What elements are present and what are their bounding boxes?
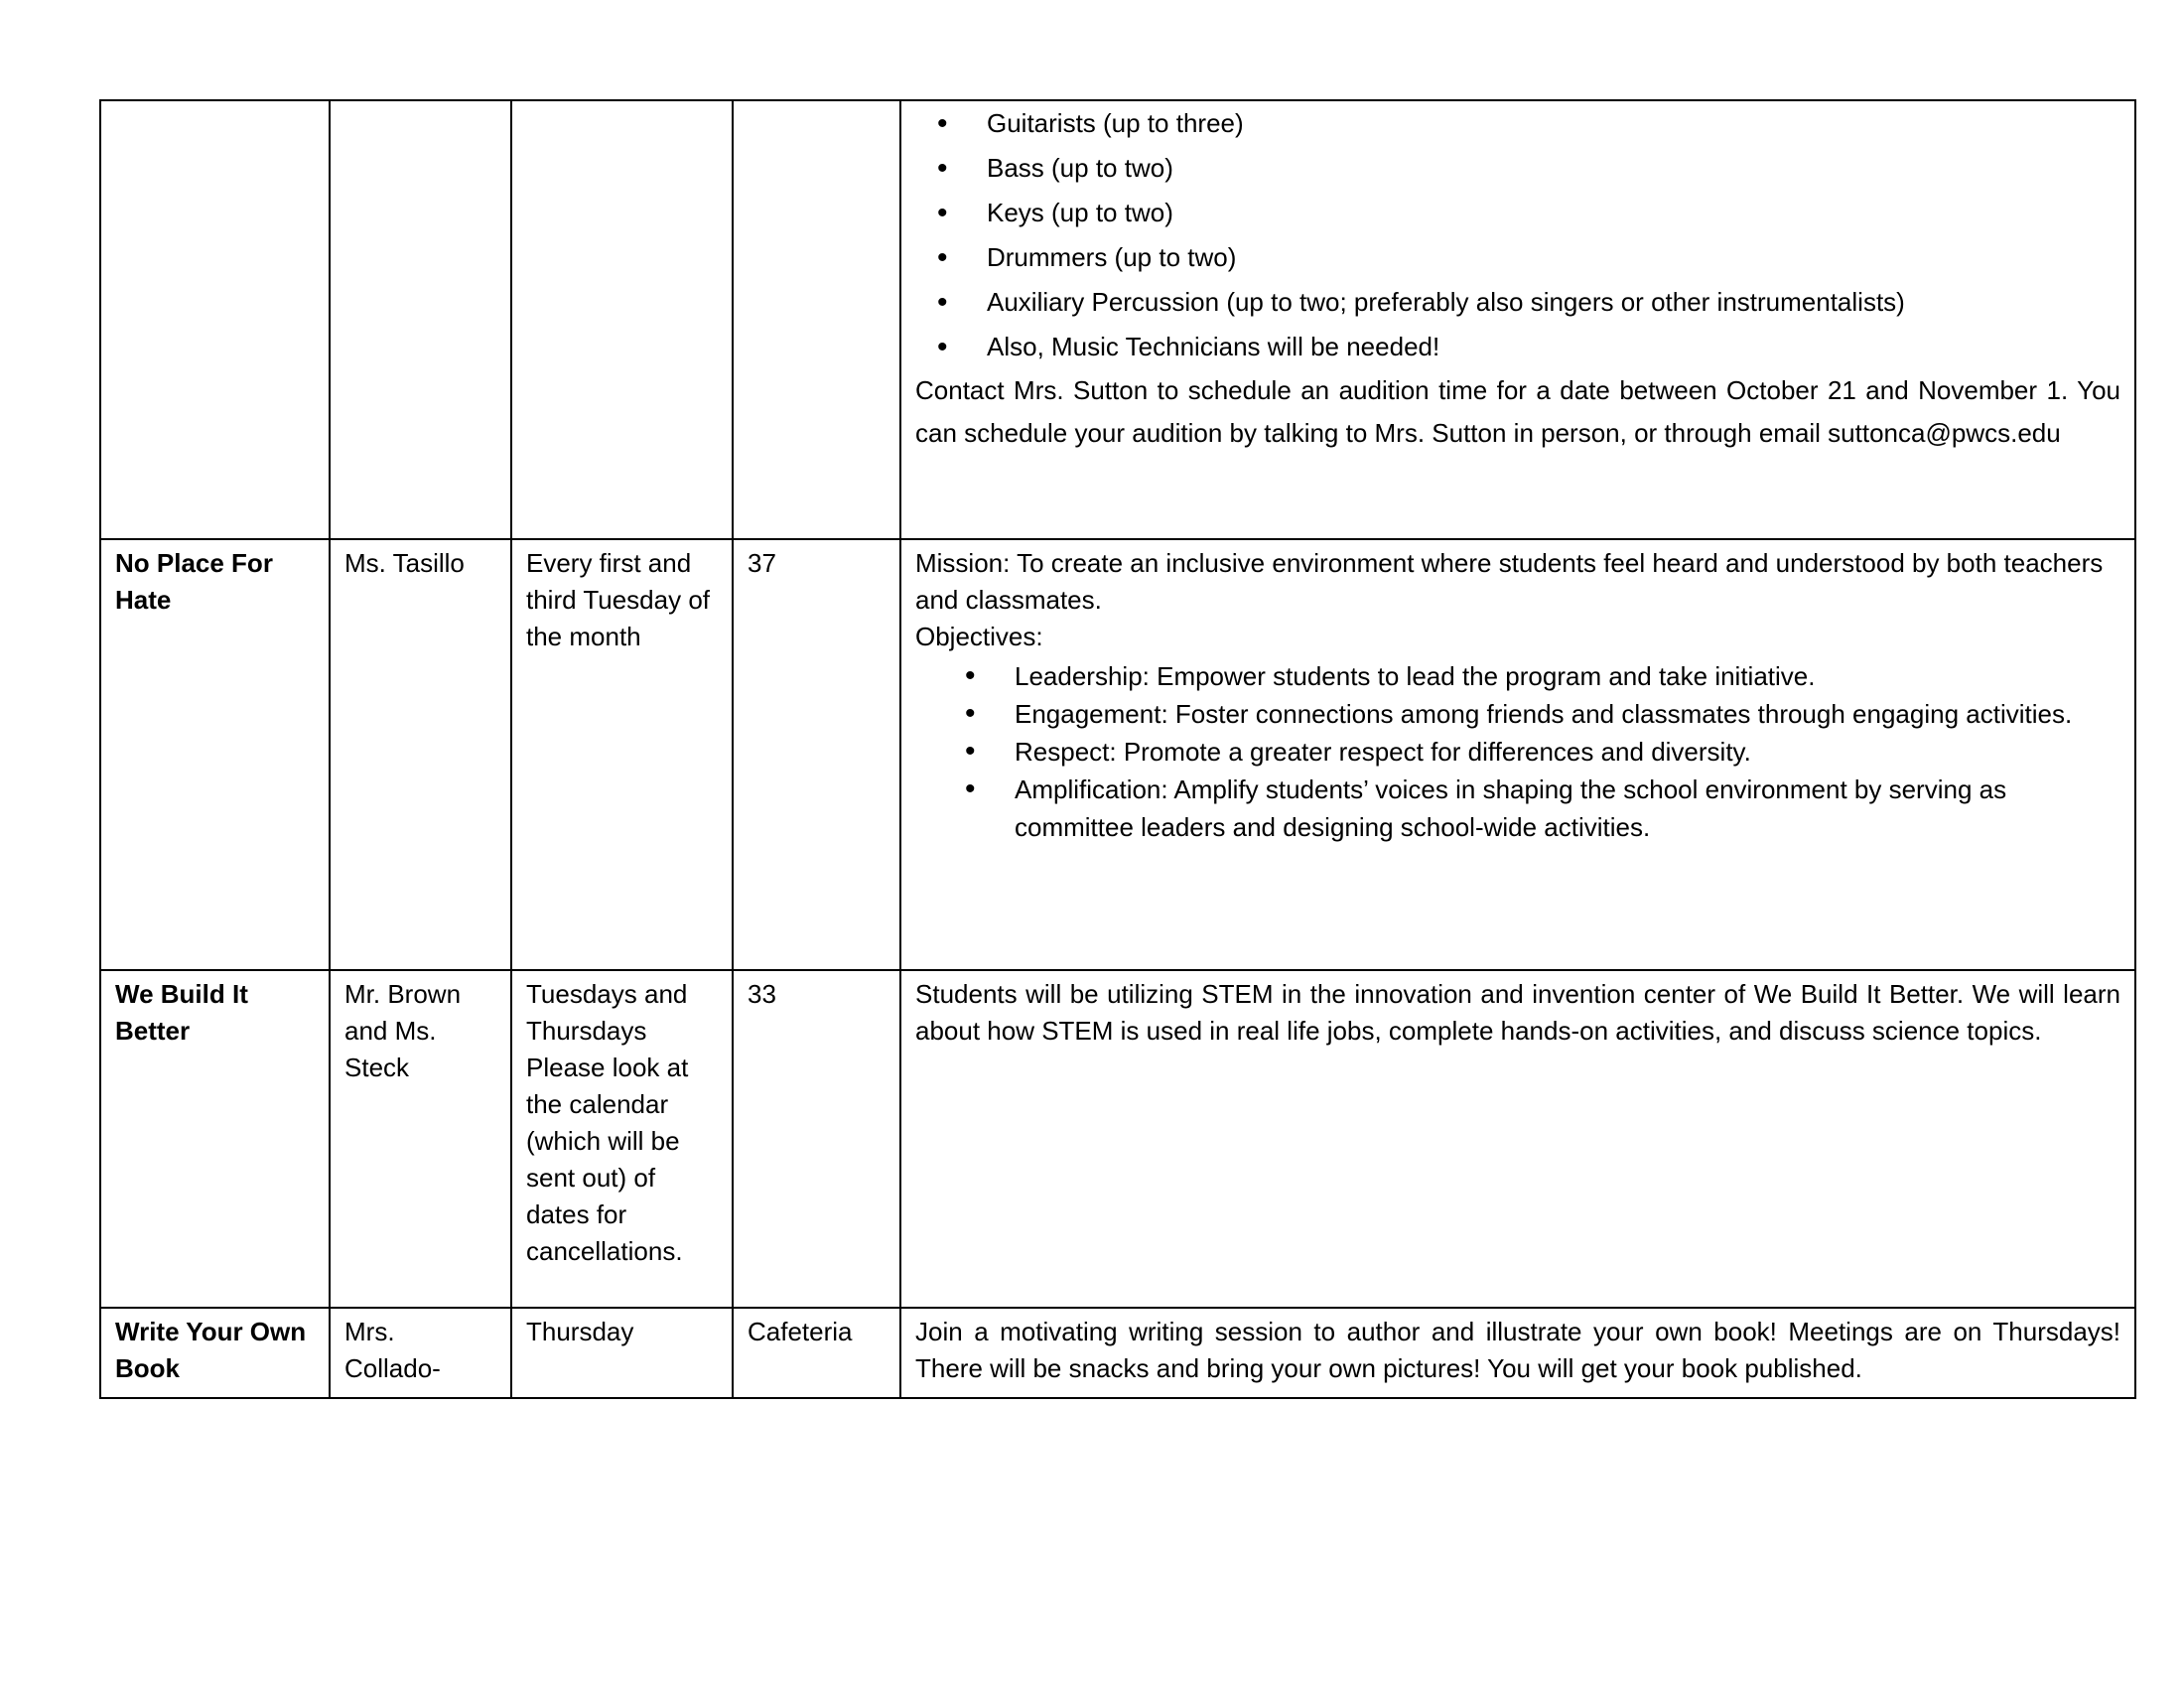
objectives-label: Objectives: xyxy=(915,622,1043,651)
list-item: • Auxiliary Percussion (up to two; preferably also singers or other instrumentalists) xyxy=(915,280,2120,325)
list-item: • Engagement: Foster connections among friends and classmates through engaging activities. xyxy=(915,695,2120,733)
sponsor-cell: Mr. Brown and Ms. Steck xyxy=(330,970,511,1308)
description-cell xyxy=(900,970,2135,1308)
table-row-music-continued xyxy=(100,100,2135,539)
meeting-time-cell xyxy=(511,970,733,1308)
sponsor-cell xyxy=(330,100,511,539)
mission-text: Mission: To create an inclusive environment where students feel heard and understood by both teachers and classmates. xyxy=(915,548,2104,615)
room-cell: 33 xyxy=(733,970,900,1308)
objectives-list xyxy=(915,657,2120,846)
sponsor-cell: Mrs. Collado- xyxy=(330,1308,511,1398)
meeting-time-text: Tuesdays and Thursdays xyxy=(526,979,688,1046)
list-item: • Guitarists (up to three) xyxy=(915,101,2120,146)
list-item: • Drummers (up to two) xyxy=(915,235,2120,280)
meeting-time-cell: Thursday xyxy=(511,1308,733,1398)
list-item: • Bass (up to two) xyxy=(915,146,2120,191)
list-item: • Amplification: Amplify students’ voices in shaping the school environment by serving as committee leaders and designing school-wide activities. xyxy=(915,771,2120,846)
list-item: • Leadership: Empower students to lead the program and take initiative. xyxy=(915,657,2120,695)
clubs-table xyxy=(99,99,2136,1399)
club-name-cell xyxy=(100,100,330,539)
sponsor-cell: Ms. Tasillo xyxy=(330,539,511,970)
description-cell xyxy=(900,539,2135,970)
meeting-time-cell: Every first and third Tuesday of the month xyxy=(511,539,733,970)
club-name-cell: Write Your Own Book xyxy=(100,1308,330,1398)
meeting-time-cell xyxy=(511,100,733,539)
room-cell xyxy=(733,100,900,539)
club-description: Students will be utilizing STEM in the innovation and invention center of We Build It Better. We will learn about how STEM is used in real life jobs, complete hands-on activities, and discuss science topics. xyxy=(915,979,2120,1046)
table-row-no-place-for-hate xyxy=(100,539,2135,970)
table-row-we-build-it-better xyxy=(100,970,2135,1308)
audition-contact-text: Contact Mrs. Sutton to schedule an audition time for a date between October 21 and November 1. You can schedule your audition by talking to Mrs. Sutton in person, or through email suttonca@pwcs.edu xyxy=(915,375,2120,448)
club-name-cell: No Place For Hate xyxy=(100,539,330,970)
list-item: • Respect: Promote a greater respect for differences and diversity. xyxy=(915,733,2120,771)
list-item: • Also, Music Technicians will be needed! xyxy=(915,325,2120,369)
room-cell: Cafeteria xyxy=(733,1308,900,1398)
club-name-cell: We Build It Better xyxy=(100,970,330,1308)
list-item: • Keys (up to two) xyxy=(915,191,2120,235)
club-description: Join a motivating writing session to author and illustrate your own book! Meetings are on Thursdays! There will be snacks and bring your own pictures! You will get your book published. xyxy=(915,1317,2120,1383)
table-row-write-your-own-book xyxy=(100,1308,2135,1398)
room-cell: 37 xyxy=(733,539,900,970)
instrument-list xyxy=(915,101,2120,369)
description-cell xyxy=(900,1308,2135,1398)
meeting-time-note: Please look at the calendar (which will be sent out) of dates for cancellations. xyxy=(526,1053,689,1266)
description-cell xyxy=(900,100,2135,539)
document-page xyxy=(99,99,2134,1399)
